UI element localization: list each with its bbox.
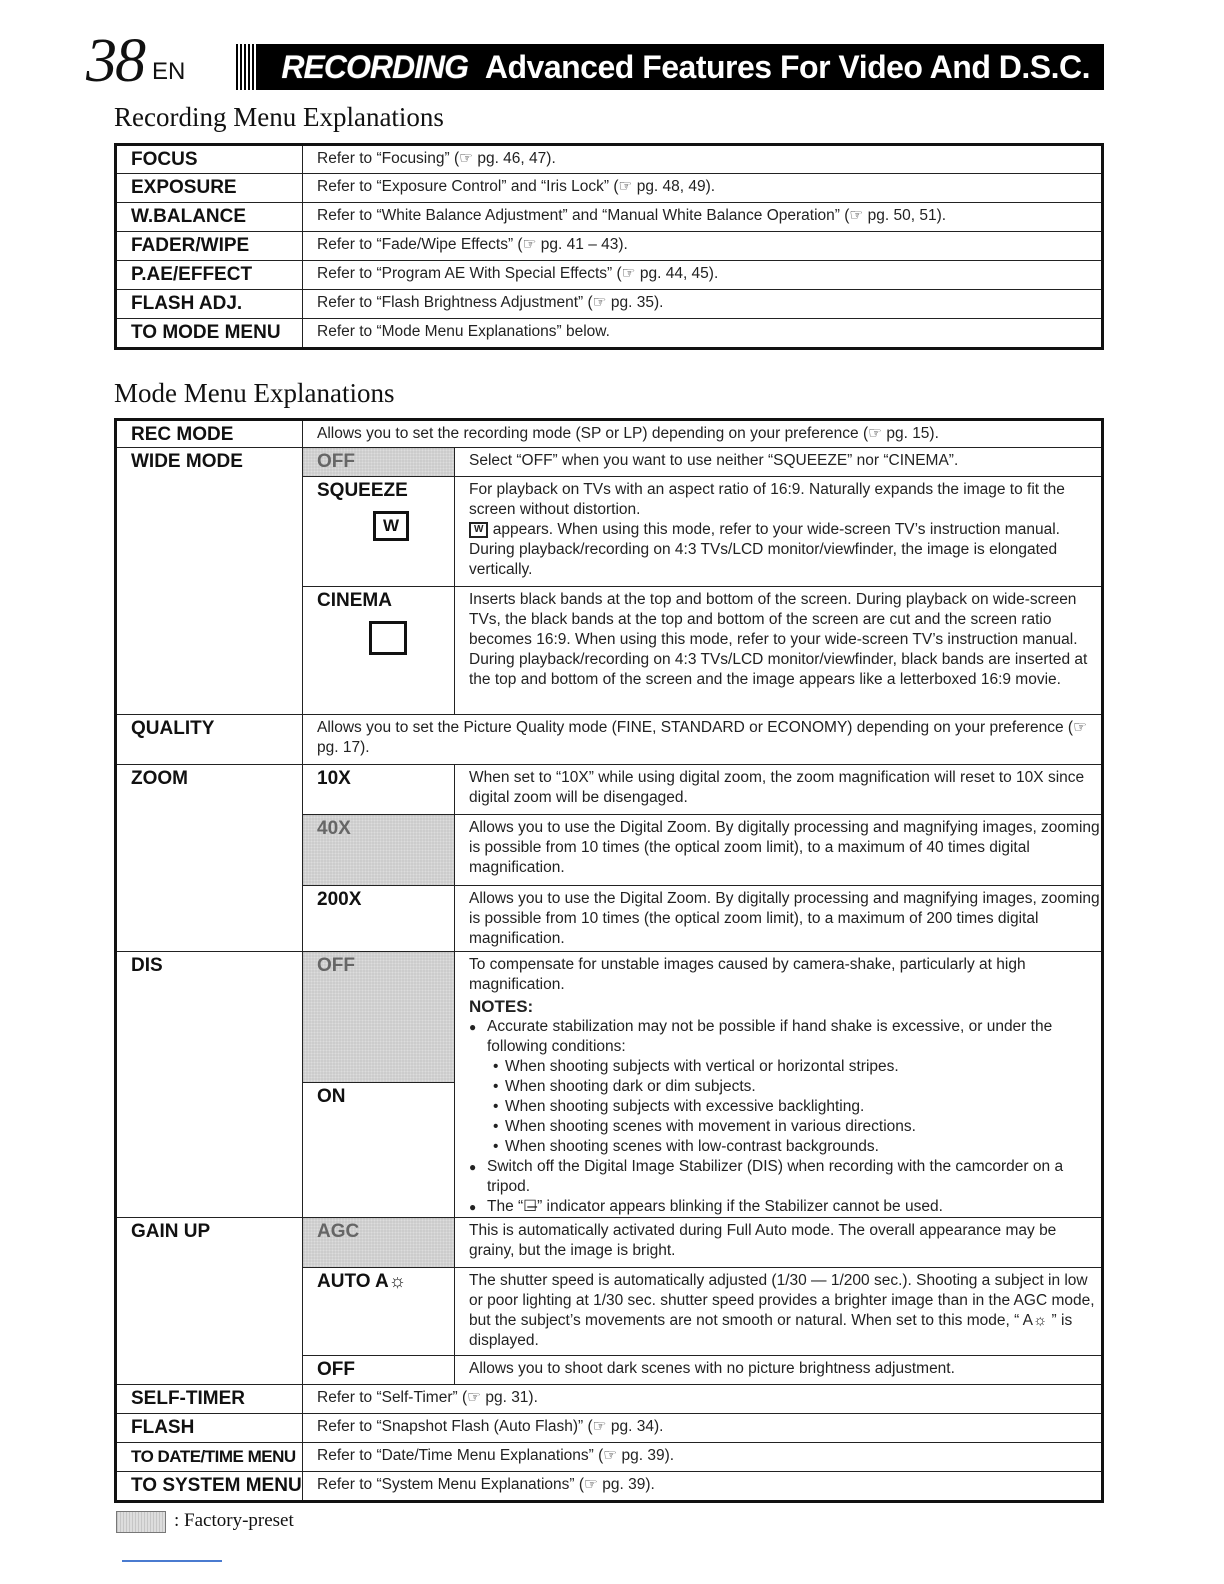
- option-label: 40X: [303, 815, 455, 886]
- legend: [116, 1510, 294, 1533]
- mode-menu-table: [114, 418, 1104, 1503]
- row-desc: Refer to “Flash Brightness Adjustment” (☞ pg. 35).: [303, 290, 1103, 319]
- row-label: FLASH: [116, 1414, 303, 1443]
- page-language: EN: [152, 58, 186, 85]
- option-desc: Allows you to shoot dark scenes with no picture brightness adjustment.: [455, 1356, 1103, 1385]
- table-row: [116, 319, 1103, 349]
- row-label: TO DATE/TIME MENU: [116, 1443, 303, 1472]
- row-desc: Refer to “Focusing” (☞ pg. 46, 47).: [303, 145, 1103, 174]
- table-row: [116, 1443, 1103, 1472]
- note-text: Accurate stabilization may not be possible if hand shake is excessive, or under the following conditions:: [487, 1018, 1053, 1055]
- legend-text: : Factory-preset: [174, 1510, 294, 1531]
- sub-list: [487, 1057, 1101, 1157]
- row-label: GAIN UP: [116, 1218, 303, 1385]
- option-desc: Allows you to use the Digital Zoom. By digitally processing and magnifying images, zooming is possible from 10 times (the optical zoom limit), to a maximum of 200 times digital magnification.: [455, 886, 1103, 952]
- dis-desc: To compensate for unstable images caused by camera-shake, particularly at high magnification.: [469, 956, 1026, 993]
- option-desc: When set to “10X” while using digital zoom, the zoom magnification will reset to 10X since digital zoom will be disengaged.: [455, 765, 1103, 815]
- table-row: [116, 715, 1103, 765]
- table-row: [116, 290, 1103, 319]
- squeeze-desc-1: For playback on TVs with an aspect ratio of 16:9. Naturally expands the image to fit the screen without distortion.: [469, 481, 1065, 518]
- option-label: 10X: [303, 765, 455, 815]
- row-label: WIDE MODE: [116, 448, 303, 715]
- banner-recording: RECORDING: [281, 49, 468, 85]
- table-row: [116, 420, 1103, 448]
- footer-line: [122, 1560, 222, 1562]
- sub-item: • When shooting dark or dim subjects.: [489, 1077, 1101, 1097]
- option-desc: [455, 477, 1103, 587]
- note-item: ● Switch off the Digital Image Stabilizer (DIS) when recording with the camcorder on a tripod.: [469, 1157, 1101, 1197]
- option-label: SQUEEZE: [317, 480, 408, 501]
- option-label: OFF: [317, 955, 355, 976]
- row-desc: Refer to “Snapshot Flash (Auto Flash)” (☞ pg. 34).: [303, 1414, 1103, 1443]
- row-desc: Refer to “System Menu Explanations” (☞ pg. 39).: [303, 1472, 1103, 1502]
- row-label: QUALITY: [116, 715, 303, 765]
- note-item: [469, 1017, 1101, 1157]
- sub-item: • When shooting scenes with movement in various directions.: [489, 1117, 1101, 1137]
- row-desc: Refer to “White Balance Adjustment” and “Manual White Balance Operation” (☞ pg. 50, 51).: [303, 203, 1103, 232]
- option-desc: The shutter speed is automatically adjusted (1/30 — 1/200 sec.). Shooting a subject in low or poor lighting at 1/30 sec. shutter speed provides a brighter image than in the AGC mode, but the subject’s movements are not smooth or natural. When set to this mode, “ A☼ ” is displayed.: [455, 1268, 1103, 1356]
- row-desc: Refer to “Fade/Wipe Effects” (☞ pg. 41 – 43).: [303, 232, 1103, 261]
- factory-preset-swatch: [116, 1511, 166, 1533]
- row-desc: Refer to “Exposure Control” and “Iris Lock” (☞ pg. 48, 49).: [303, 174, 1103, 203]
- option-cell: [303, 477, 455, 587]
- row-desc: Refer to “Date/Time Menu Explanations” (☞ pg. 39).: [303, 1443, 1103, 1472]
- row-label: FADER/WIPE: [116, 232, 303, 261]
- row-label: EXPOSURE: [116, 174, 303, 203]
- option-cell: [303, 952, 455, 1218]
- option-label: AGC: [303, 1218, 455, 1268]
- table-row: [116, 765, 1103, 815]
- table-row: [116, 1472, 1103, 1502]
- row-label: FLASH ADJ.: [116, 290, 303, 319]
- option-label: OFF: [303, 1356, 455, 1385]
- squeeze-inline-icon: W: [469, 522, 488, 538]
- table-row: [116, 1414, 1103, 1443]
- row-label: TO MODE MENU: [116, 319, 303, 349]
- sub-item: • When shooting subjects with vertical or horizontal stripes.: [489, 1057, 1101, 1077]
- option-desc: This is automatically activated during Full Auto mode. The overall appearance may be grainy, but the image is bright.: [455, 1218, 1103, 1268]
- notes-heading: NOTES:: [469, 997, 534, 1016]
- option-desc: Allows you to use the Digital Zoom. By digitally processing and magnifying images, zooming is possible from 10 times (the optical zoom limit), to a maximum of 40 times digital magnification.: [455, 815, 1103, 886]
- row-desc: Allows you to set the recording mode (SP or LP) depending on your preference (☞ pg. 15).: [303, 420, 1103, 448]
- row-label: DIS: [116, 952, 303, 1218]
- table-row: [116, 1385, 1103, 1414]
- row-label: SELF-TIMER: [116, 1385, 303, 1414]
- table-row: [116, 448, 1103, 477]
- option-label: OFF: [303, 448, 455, 477]
- page-number: 38: [86, 27, 144, 95]
- table-row: [116, 1218, 1103, 1268]
- table-row: [116, 261, 1103, 290]
- row-desc: Refer to “Program AE With Special Effects” (☞ pg. 44, 45).: [303, 261, 1103, 290]
- banner-tab-pattern: [236, 44, 256, 90]
- row-label: REC MODE: [116, 420, 303, 448]
- row-label: TO SYSTEM MENU: [116, 1472, 303, 1502]
- table-row: [116, 145, 1103, 174]
- mode-menu-title: Mode Menu Explanations: [114, 378, 395, 408]
- option-desc: Select “OFF” when you want to use neither “SQUEEZE” nor “CINEMA”.: [455, 448, 1103, 477]
- row-label: FOCUS: [116, 145, 303, 174]
- option-label: ON: [303, 1082, 454, 1217]
- option-desc: Inserts black bands at the top and bottom of the screen. During playback on wide-screen TVs, the black bands at the top and bottom of the screen are cut and the screen ratio becomes 16:9. When using this mode, refer to your wide-screen TV’s instruction manual. During playback/recording on 4:3 TVs/LCD monitor/viewfinder, black bands are inserted at the top and bottom of the screen and the image appears like a letterboxed 16:9 movie.: [455, 587, 1103, 715]
- table-row: [116, 952, 1103, 1218]
- row-label: W.BALANCE: [116, 203, 303, 232]
- notes-list: [469, 1017, 1101, 1217]
- recording-menu-table: [114, 143, 1104, 350]
- table-row: [116, 232, 1103, 261]
- option-label: CINEMA: [317, 590, 392, 611]
- cinema-frame-icon: [369, 621, 407, 655]
- table-row: [116, 174, 1103, 203]
- sub-item: • When shooting subjects with excessive backlighting.: [489, 1097, 1101, 1117]
- squeeze-w-icon: W: [373, 511, 409, 541]
- row-desc: Refer to “Mode Menu Explanations” below.: [303, 319, 1103, 349]
- option-label: AUTO A☼: [303, 1268, 455, 1356]
- row-label: P.AE/EFFECT: [116, 261, 303, 290]
- sub-item: • When shooting scenes with low-contrast backgrounds.: [489, 1137, 1101, 1157]
- squeeze-desc-2: appears. When using this mode, refer to your wide-screen TV’s instruction manual. During playback/recording on 4:3 TVs/LCD monitor/viewfinder, the image is elongated vertically.: [469, 521, 1060, 578]
- banner-title: Advanced Features For Video And D.S.C. (cont.): [484, 49, 1090, 131]
- option-label: 200X: [303, 886, 455, 952]
- row-desc: Allows you to set the Picture Quality mode (FINE, STANDARD or ECONOMY) depending on your preference (☞ pg. 17).: [303, 715, 1103, 765]
- recording-menu-title: Recording Menu Explanations: [114, 102, 444, 132]
- option-desc: [455, 952, 1103, 1218]
- note-item: ● The “☐̶” indicator appears blinking if the Stabilizer cannot be used.: [469, 1197, 1101, 1217]
- table-row: [116, 203, 1103, 232]
- option-cell: [303, 587, 455, 715]
- row-label: ZOOM: [116, 765, 303, 952]
- row-desc: Refer to “Self-Timer” (☞ pg. 31).: [303, 1385, 1103, 1414]
